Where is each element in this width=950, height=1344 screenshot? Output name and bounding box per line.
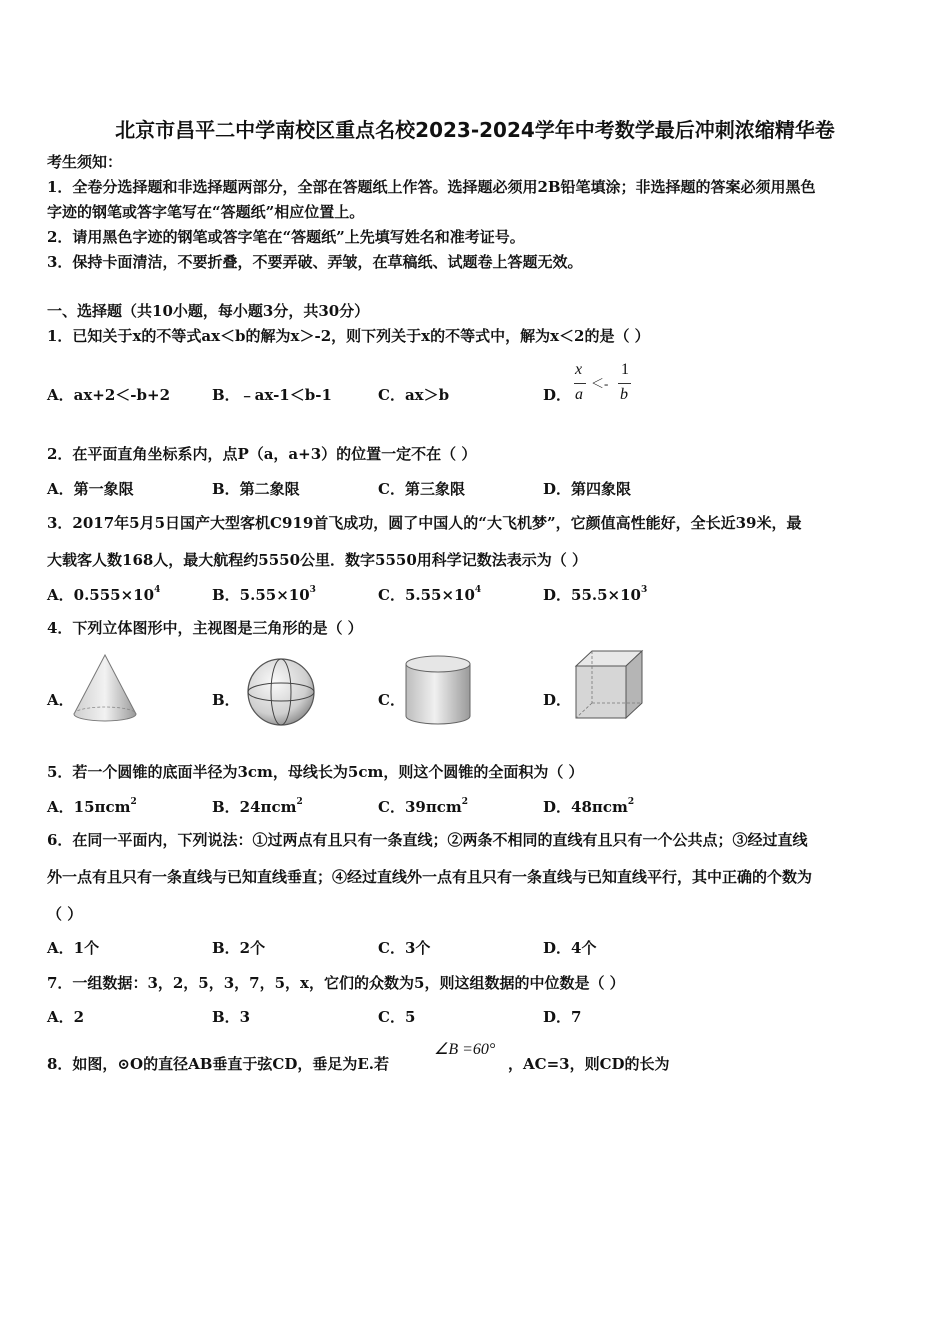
cone-figure <box>70 652 140 724</box>
q6-option-d: D．4个 <box>543 939 597 957</box>
q1-option-b: B．﹣ax-1＜b-1 <box>212 386 332 404</box>
notice-item-3: 3．保持卡面清洁，不要折叠，不要弄破、弄皱，在草稿纸、试题卷上答题无效。 <box>47 253 583 271</box>
q6-option-b: B．2个 <box>212 939 266 957</box>
notice-item-1b: 字迹的钢笔或答字笔写在“答题纸”相应位置上。 <box>47 203 365 221</box>
q7-option-b: B．3 <box>212 1008 251 1026</box>
notice-heading: 考生须知： <box>47 153 123 171</box>
q7-option-d: D．7 <box>543 1008 582 1026</box>
q3-option-d: D．$55.5\times 10^3$ <box>543 585 648 604</box>
q7-stem: 7．一组数据：3，2，5，3，7，5，x，它们的众数为5，则这组数据的中位数是（ ） <box>47 974 625 992</box>
q4-option-a: A． <box>47 691 74 709</box>
q8-stem-b: ，AC=3，则CD的长为 <box>508 1055 670 1073</box>
q6-option-c: C．3个 <box>378 939 431 957</box>
q1-option-a: A．ax+2＜-b+2 <box>47 386 171 404</box>
q2-option-b: B．第二象限 <box>212 480 300 498</box>
q6-stem-a: 6．在同一平面内，下列说法：①过两点有且只有一条直线；②两条不相同的直线有且只有一个公共点；③经过直线 <box>47 831 808 849</box>
q1-stem: 1．已知关于x的不等式ax＜b的解为x＞-2，则下列关于x的不等式中，解为x＜2的是（ ） <box>47 327 650 345</box>
q6-stem-b: 外一点有且只有一条直线与已知直线垂直；④经过直线外一点有且只有一条直线与已知直线平行，其中正确的个数为 <box>47 868 813 886</box>
q1-d-denominator-1: a <box>575 386 583 403</box>
q1-option-c: C．ax＞b <box>378 386 450 404</box>
page-title: 北京市昌平二中学南校区重点名校2023-2024学年中考数学最后冲刺浓缩精华卷 <box>115 118 835 142</box>
q5-option-c: C．39πcm$^2$ <box>378 797 469 816</box>
q1-d-numerator-2: 1 <box>621 361 629 378</box>
q1-d-operator: ＜- <box>591 376 609 391</box>
q4-stem: 4．下列立体图形中，主视图是三角形的是（ ） <box>47 619 363 637</box>
q5-option-a: A．15πcm$^2$ <box>47 797 137 816</box>
q1-d-fraction-bar-2 <box>618 383 631 384</box>
sphere-figure <box>244 656 318 728</box>
q3-option-c: C．$5.55\times 10^4$ <box>378 585 482 604</box>
q4-option-b: B． <box>212 691 240 709</box>
q5-option-b: B．24πcm$^2$ <box>212 797 303 816</box>
q1-option-d: D． <box>543 386 572 404</box>
q5-stem: 5．若一个圆锥的底面半径为3cm，母线长为5cm，则这个圆锥的全面积为（ ） <box>47 763 584 781</box>
q5-option-d: D．48πcm$^2$ <box>543 797 635 816</box>
q8-stem-a: 8．如图，⊙O的直径AB垂直于弦CD，垂足为E.若 <box>47 1055 389 1073</box>
q8-angle-formula: ∠B =60° <box>434 1041 496 1058</box>
q4-option-c: C． <box>378 691 405 709</box>
notice-item-1a: 1．全卷分选择题和非选择题两部分，全部在答题纸上作答。选择题必须用2B铅笔填涂；非选择题的答案必须用黑色 <box>47 178 816 196</box>
notice-item-2: 2．请用黑色字迹的钢笔或答字笔在“答题纸”上先填写姓名和准考证号。 <box>47 228 525 246</box>
q7-option-c: C．5 <box>378 1008 416 1026</box>
q3-stem-b: 大载客人数168人，最大航程约5550公里．数字5550用科学记数法表示为（ ） <box>47 551 588 569</box>
q3-option-b: B．$5.55\times 10^3$ <box>212 585 316 604</box>
q2-option-d: D．第四象限 <box>543 480 632 498</box>
q2-option-a: A．第一象限 <box>47 480 134 498</box>
cylinder-figure <box>402 652 474 728</box>
cube-figure <box>572 648 646 724</box>
q3-option-a: A．$0.555\times 10^4$ <box>47 585 161 604</box>
q6-stem-c: （ ） <box>47 905 83 923</box>
q7-option-a: A．2 <box>47 1008 85 1026</box>
section-heading: 一、选择题（共10小题，每小题3分，共30分） <box>47 302 370 320</box>
q1-d-fraction-bar-1 <box>574 383 586 384</box>
q2-option-c: C．第三象限 <box>378 480 465 498</box>
q4-option-d: D． <box>543 691 572 709</box>
q3-stem-a: 3．2017年5月5日国产大型客机C919首飞成功，圆了中国人的“大飞机梦”，它颜值高性能好，全长近39米，最 <box>47 514 802 532</box>
q2-stem: 2．在平面直角坐标系内，点P（a，a+3）的位置一定不在（ ） <box>47 445 477 463</box>
q1-d-numerator-1: x <box>575 361 583 378</box>
q1-d-denominator-2: b <box>620 386 628 403</box>
q6-option-a: A．1个 <box>47 939 100 957</box>
